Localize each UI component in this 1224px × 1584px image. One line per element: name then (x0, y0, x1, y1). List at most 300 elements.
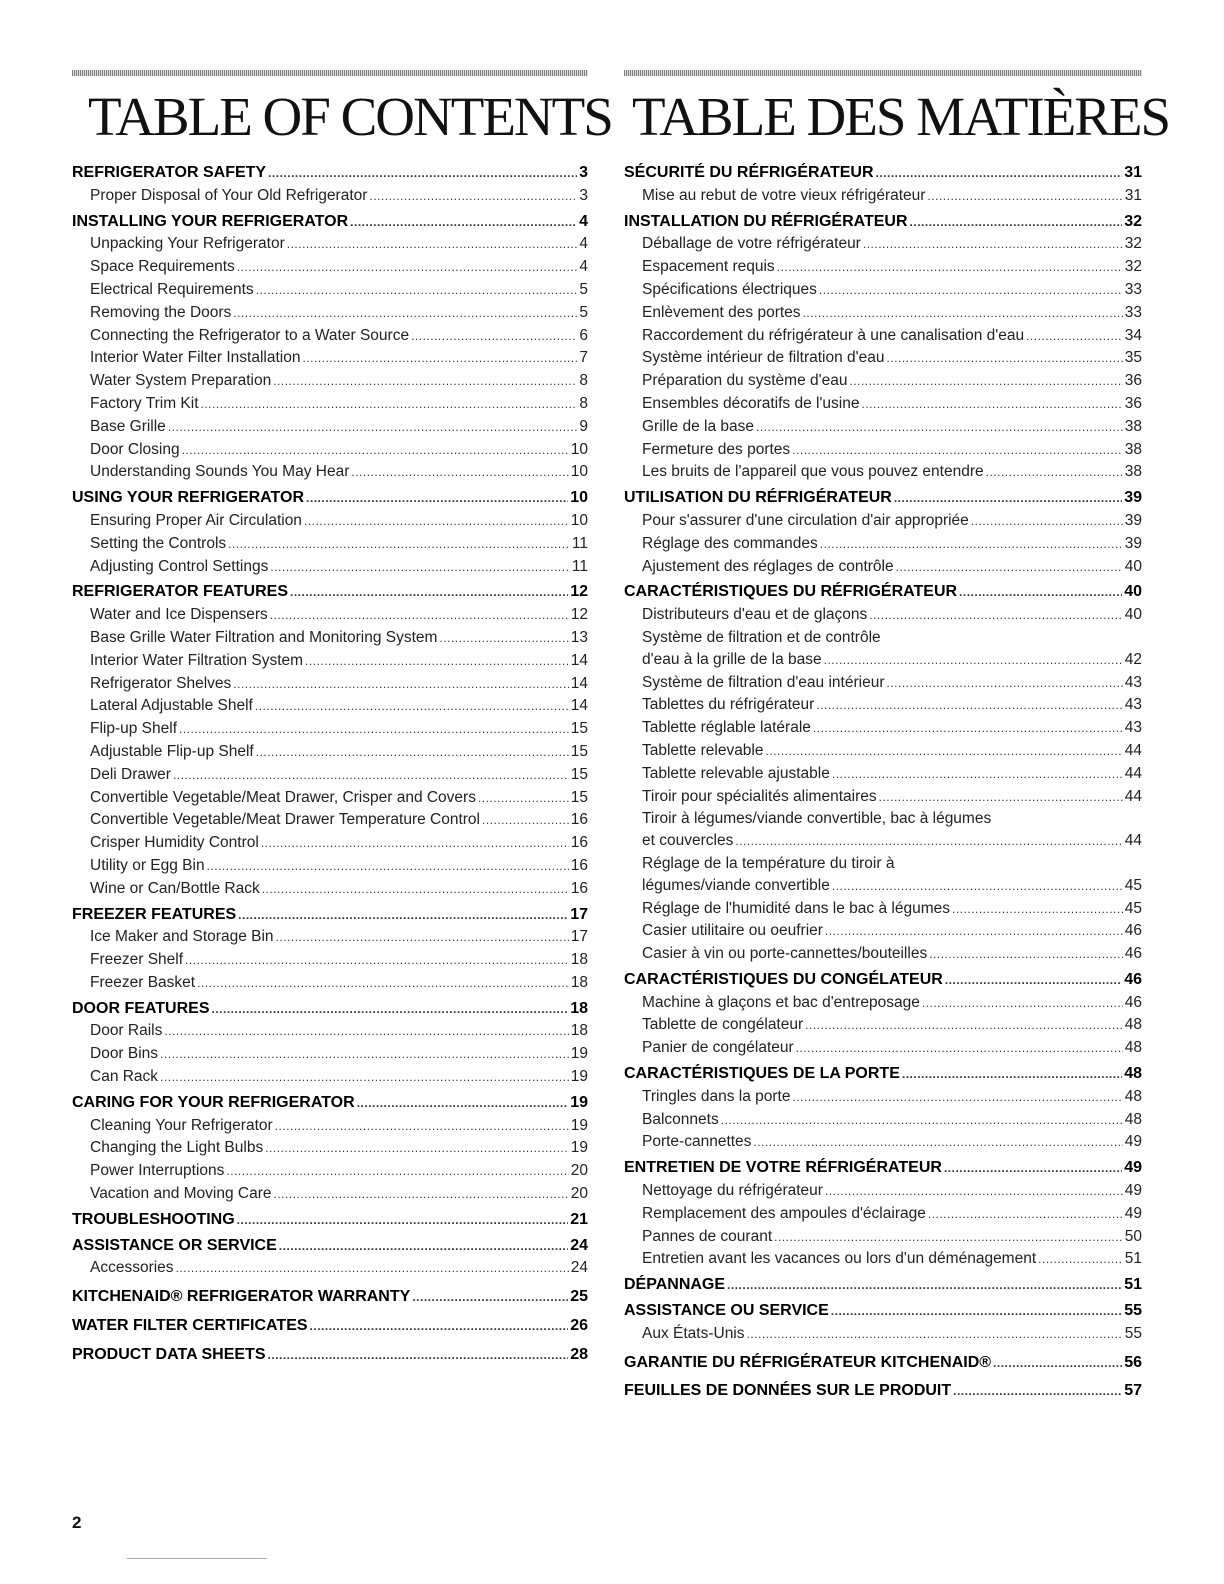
toc-page-number: 46 (1124, 945, 1142, 963)
toc-section-entry[interactable] (624, 1300, 1142, 1323)
toc-subsection-entry[interactable] (624, 393, 1142, 416)
toc-subsection-entry[interactable] (624, 185, 1142, 208)
toc-page-number: 10 (570, 440, 588, 458)
toc-subsection-entry[interactable] (624, 1131, 1142, 1154)
toc-entry-label: WATER FILTER CERTIFICATES (72, 1317, 308, 1335)
dot-leader (832, 876, 1123, 898)
toc-list-english (72, 162, 588, 1367)
dot-leader (160, 1067, 569, 1089)
toc-subsection-entry[interactable] (72, 370, 588, 393)
toc-entry-label: Panier de congélateur (642, 1039, 794, 1057)
dot-leader (886, 348, 1122, 370)
toc-subsection-entry[interactable] (624, 649, 1142, 672)
toc-section-entry[interactable] (72, 1344, 588, 1367)
toc-page-number: 14 (570, 697, 588, 715)
toc-subsection-entry[interactable] (624, 256, 1142, 279)
dot-leader (910, 212, 1123, 234)
toc-subsection-entry[interactable] (624, 1109, 1142, 1132)
toc-page-number: 48 (1124, 1016, 1142, 1034)
toc-subsection-entry[interactable] (624, 898, 1142, 921)
dot-leader (803, 303, 1123, 325)
toc-page-number: 21 (570, 1210, 588, 1228)
toc-entry-label: PRODUCT DATA SHEETS (72, 1345, 266, 1363)
toc-page-number: 5 (579, 280, 588, 298)
toc-page-number: 40 (1124, 583, 1142, 601)
dot-leader (168, 417, 578, 439)
toc-subsection-entry[interactable] (72, 809, 588, 832)
english-toc-column (72, 70, 612, 1367)
toc-entry-label: et couvercles (642, 832, 734, 850)
toc-section-entry[interactable] (72, 1286, 588, 1309)
toc-entry-label: Enlèvement des portes (642, 303, 801, 321)
dot-leader (886, 673, 1122, 695)
toc-subsection-entry[interactable] (624, 370, 1142, 393)
toc-subsection-entry[interactable] (624, 439, 1142, 462)
toc-entry-label: REFRIGERATOR FEATURES (72, 583, 289, 601)
toc-entry-label: Electrical Requirements (90, 280, 254, 298)
toc-subsection-entry[interactable] (624, 1014, 1142, 1037)
toc-entry-label: Spécifications électriques (642, 280, 817, 298)
dot-leader (792, 1087, 1122, 1109)
toc-subsection-entry[interactable] (624, 694, 1142, 717)
toc-page-number: 33 (1124, 280, 1142, 298)
toc-entry-label: Power Interruptions (90, 1162, 225, 1180)
toc-page-number: 40 (1124, 557, 1142, 575)
dot-leader (774, 1227, 1123, 1249)
dot-leader (305, 651, 569, 673)
toc-entry-label: Factory Trim Kit (90, 394, 199, 412)
toc-page-number: 46 (1124, 922, 1142, 940)
dot-leader (896, 557, 1123, 579)
toc-entry-label: UTILISATION DU RÉFRIGÉRATEUR (624, 489, 892, 507)
toc-page-number: 3 (579, 186, 588, 204)
dot-leader (735, 831, 1122, 853)
toc-page-number: 49 (1124, 1182, 1142, 1200)
top-rule (624, 70, 1142, 76)
toc-entry-label: KITCHENAID® REFRIGERATOR WARRANTY (72, 1288, 411, 1306)
toc-page-number: 43 (1124, 719, 1142, 737)
toc-entry-label: Mise au rebut de votre vieux réfrigérateur (642, 186, 926, 204)
toc-entry-label: Refrigerator Shelves (90, 674, 232, 692)
toc-page-number: 16 (570, 879, 588, 897)
dot-leader (357, 1093, 569, 1115)
dot-leader (270, 605, 569, 627)
toc-subsection-entry[interactable] (72, 393, 588, 416)
toc-section-entry[interactable] (72, 998, 588, 1021)
toc-subsection-entry[interactable] (72, 695, 588, 718)
toc-subsection-entry[interactable] (624, 233, 1142, 256)
toc-page-number: 10 (570, 489, 588, 507)
toc-subsection-entry[interactable] (624, 740, 1142, 763)
dot-leader (275, 1116, 569, 1138)
dot-leader (869, 605, 1122, 627)
dot-leader (173, 765, 569, 787)
toc-entry-label: Entretien avant les vacances ou lors d'un déménagement (642, 1250, 1037, 1268)
toc-section-entry[interactable] (624, 1157, 1142, 1180)
toc-page-number: 28 (570, 1345, 588, 1363)
toc-entry-label: GARANTIE DU RÉFRIGÉRATEUR KITCHENAID® (624, 1353, 992, 1371)
dot-leader (1038, 1249, 1123, 1271)
dot-leader (238, 905, 568, 927)
toc-entry-label: Les bruits de l'appareil que vous pouvez entendre (642, 463, 984, 481)
dot-leader (273, 371, 577, 393)
toc-subsection-entry[interactable] (72, 787, 588, 810)
toc-section-entry[interactable] (624, 487, 1142, 510)
toc-entry-label: Interior Water Filtration System (90, 651, 304, 669)
toc-subsection-entry[interactable] (72, 302, 588, 325)
toc-page-number: 39 (1124, 511, 1142, 529)
toc-subsection-entry[interactable] (72, 185, 588, 208)
toc-entry-label: Réglage de l'humidité dans le bac à légumes (642, 899, 950, 917)
toc-subsection-entry[interactable] (72, 1066, 588, 1089)
toc-entry-label: Cleaning Your Refrigerator (90, 1116, 273, 1134)
toc-section-entry[interactable] (72, 1315, 588, 1338)
toc-page-number: 32 (1124, 212, 1142, 230)
toc-subsection-entry[interactable] (72, 533, 588, 556)
toc-page-number: 16 (570, 811, 588, 829)
toc-page-number: 26 (570, 1317, 588, 1335)
toc-subsection-entry[interactable] (72, 949, 588, 972)
toc-page-number: 48 (1124, 1110, 1142, 1128)
toc-page-number: 24 (570, 1236, 588, 1254)
toc-subsection-entry[interactable] (72, 347, 588, 370)
toc-subsection-entry[interactable] (624, 510, 1142, 533)
dot-leader (953, 1381, 1122, 1403)
toc-entry-label: Réglage de la température du tiroir à (642, 854, 895, 872)
toc-page-number: 8 (579, 394, 588, 412)
toc-page-number: 44 (1124, 764, 1142, 782)
toc-page-number: 7 (579, 349, 588, 367)
toc-subsection-entry[interactable] (624, 604, 1142, 627)
toc-entry-label: FEUILLES DE DONNÉES SUR LE PRODUIT (624, 1382, 952, 1400)
toc-page-number: 10 (570, 511, 588, 529)
dot-leader (176, 1258, 569, 1280)
toc-subsection-entry[interactable] (72, 510, 588, 533)
toc-entry-label: Porte-cannettes (642, 1133, 752, 1151)
toc-page-number: 57 (1124, 1382, 1142, 1400)
toc-page-number: 9 (579, 417, 588, 435)
dot-leader (766, 741, 1123, 763)
toc-page-number: 49 (1124, 1159, 1142, 1177)
toc-page-number: 19 (570, 1139, 588, 1157)
toc-subsection-entry[interactable] (72, 461, 588, 484)
toc-subsection-entry[interactable] (72, 1020, 588, 1043)
toc-section-entry[interactable] (624, 969, 1142, 992)
toc-page-number: 45 (1124, 899, 1142, 917)
toc-entry-label: ENTRETIEN DE VOTRE RÉFRIGÉRATEUR (624, 1159, 942, 1177)
toc-subsection-entry[interactable] (72, 926, 588, 949)
toc-section-entry[interactable] (72, 1235, 588, 1258)
toc-page-number: 16 (570, 834, 588, 852)
toc-subsection-entry[interactable] (624, 556, 1142, 579)
toc-entry-label: Tiroir pour spécialités alimentaires (642, 787, 877, 805)
dot-leader (805, 1015, 1123, 1037)
toc-page-number: 44 (1124, 741, 1142, 759)
toc-entry-label: Adjusting Control Settings (90, 557, 269, 575)
toc-page-number: 34 (1124, 326, 1142, 344)
toc-entry-label: Préparation du système d'eau (642, 372, 848, 390)
toc-entry-label: Balconnets (642, 1110, 719, 1128)
toc-page-number: 12 (570, 606, 588, 624)
toc-section-entry[interactable] (624, 211, 1142, 234)
toc-page-number: 12 (570, 583, 588, 601)
toc-subsection-entry[interactable] (624, 302, 1142, 325)
toc-subsection-entry[interactable] (624, 672, 1142, 695)
dot-leader (894, 488, 1122, 510)
toc-subsection-entry[interactable] (72, 741, 588, 764)
dot-leader (825, 921, 1123, 943)
toc-section-entry[interactable] (624, 1352, 1142, 1375)
toc-entry-label: Tiroir à légumes/viande convertible, bac à légumes (642, 810, 992, 828)
toc-page-number: 25 (570, 1288, 588, 1306)
dot-leader (849, 371, 1122, 393)
dot-leader (928, 1204, 1123, 1226)
dot-leader (1026, 326, 1123, 348)
dot-leader (756, 417, 1123, 439)
toc-entry-label: Setting the Controls (90, 534, 227, 552)
toc-subsection-entry[interactable] (72, 832, 588, 855)
toc-page-number: 10 (570, 463, 588, 481)
dot-leader (265, 1138, 569, 1160)
toc-page-number: 4 (579, 212, 588, 230)
toc-subsection-entry[interactable] (624, 347, 1142, 370)
toc-subsection-entry[interactable] (72, 878, 588, 901)
dot-leader (207, 856, 569, 878)
toc-entry-label: Door Bins (90, 1045, 159, 1063)
dot-leader (228, 534, 570, 556)
toc-subsection-entry[interactable] (72, 233, 588, 256)
toc-section-entry[interactable] (624, 162, 1142, 185)
toc-subsection-entry[interactable] (72, 604, 588, 627)
toc-entry-label: Vacation and Moving Care (90, 1185, 272, 1203)
toc-page-number: 55 (1124, 1324, 1142, 1342)
toc-entry-label: CARACTÉRISTIQUES DU CONGÉLATEUR (624, 970, 943, 988)
toc-entry-label: Convertible Vegetable/Meat Drawer Temperature Control (90, 811, 480, 829)
dot-leader (412, 1287, 568, 1309)
toc-entry-label: Ensuring Proper Air Circulation (90, 511, 302, 529)
toc-subsection-entry[interactable] (624, 279, 1142, 302)
toc-subsection-entry[interactable] (624, 920, 1142, 943)
toc-subsection-entry[interactable] (72, 1183, 588, 1206)
toc-entry-label: Système intérieur de filtration d'eau (642, 349, 885, 367)
toc-subsection-entry[interactable] (624, 416, 1142, 439)
toc-subsection-entry[interactable] (624, 853, 1142, 875)
toc-section-entry[interactable] (72, 1209, 588, 1232)
toc-page-number: 48 (1124, 1065, 1142, 1083)
toc-entry-label: légumes/viande convertible (642, 876, 830, 894)
toc-section-entry[interactable] (624, 1274, 1142, 1297)
toc-subsection-entry[interactable] (624, 717, 1142, 740)
toc-page-number: 5 (579, 303, 588, 321)
toc-subsection-entry[interactable] (624, 461, 1142, 484)
toc-subsection-entry[interactable] (624, 1180, 1142, 1203)
toc-subsection-entry[interactable] (624, 533, 1142, 556)
toc-subsection-entry[interactable] (72, 673, 588, 696)
toc-subsection-entry[interactable] (624, 943, 1142, 966)
toc-subsection-entry[interactable] (624, 627, 1142, 649)
toc-section-entry[interactable] (72, 487, 588, 510)
toc-entry-label: Door Closing (90, 440, 180, 458)
toc-subsection-entry[interactable] (624, 1203, 1142, 1226)
toc-section-entry[interactable] (624, 1063, 1142, 1086)
toc-subsection-entry[interactable] (624, 830, 1142, 853)
toc-subsection-entry[interactable] (624, 1226, 1142, 1249)
toc-subsection-entry[interactable] (72, 1043, 588, 1066)
toc-page-number: 51 (1124, 1250, 1142, 1268)
dot-leader (820, 534, 1123, 556)
toc-subsection-entry[interactable] (72, 1115, 588, 1138)
dot-leader (237, 1210, 569, 1232)
toc-page-number: 20 (570, 1185, 588, 1203)
toc-entry-label: Water System Preparation (90, 372, 272, 390)
dot-leader (478, 788, 569, 810)
toc-subsection-entry[interactable] (624, 992, 1142, 1015)
toc-page-number: 6 (579, 326, 588, 344)
toc-section-entry[interactable] (72, 211, 588, 234)
toc-entry-label: Changing the Light Bulbs (90, 1139, 264, 1157)
toc-entry-label: Convertible Vegetable/Meat Drawer, Crisper and Covers (90, 788, 476, 806)
dot-leader (753, 1132, 1122, 1154)
toc-entry-label: Système de filtration d'eau intérieur (642, 673, 885, 691)
toc-entry-label: TROUBLESHOOTING (72, 1210, 235, 1228)
toc-entry-label: d'eau à la grille de la base (642, 650, 822, 668)
toc-entry-label: Espacement requis (642, 258, 775, 276)
toc-entry-label: Aux États-Unis (642, 1324, 745, 1342)
toc-subsection-entry[interactable] (72, 627, 588, 650)
dot-leader (290, 582, 568, 604)
dot-leader (945, 970, 1122, 992)
toc-entry-label: Pannes de courant (642, 1227, 773, 1245)
dot-leader (727, 1275, 1122, 1297)
dot-leader (792, 440, 1123, 462)
dot-leader (270, 557, 570, 579)
toc-page-number: 45 (1124, 876, 1142, 894)
toc-subsection-entry[interactable] (72, 855, 588, 878)
toc-subsection-entry[interactable] (72, 279, 588, 302)
toc-subsection-entry[interactable] (624, 1086, 1142, 1109)
toc-entry-label: Crisper Humidity Control (90, 834, 259, 852)
toc-page-number: 39 (1124, 489, 1142, 507)
toc-entry-label: Ice Maker and Storage Bin (90, 928, 274, 946)
toc-entry-label: Tablette réglable latérale (642, 719, 811, 737)
toc-section-entry[interactable] (624, 581, 1142, 604)
dot-leader (164, 1021, 568, 1043)
toc-entry-label: Utility or Egg Bin (90, 856, 205, 874)
dot-leader (927, 186, 1122, 208)
toc-page-number: 18 (570, 999, 588, 1017)
toc-entry-label: Flip-up Shelf (90, 720, 178, 738)
toc-entry-label: Freezer Basket (90, 973, 196, 991)
toc-page-number: 19 (570, 1068, 588, 1086)
toc-subsection-entry[interactable] (624, 763, 1142, 786)
toc-page-number: 49 (1124, 1133, 1142, 1151)
toc-subsection-entry[interactable] (72, 718, 588, 741)
dot-leader (302, 348, 577, 370)
toc-entry-label: Ensembles décoratifs de l'usine (642, 394, 860, 412)
toc-page-number: 44 (1124, 787, 1142, 805)
toc-entry-label: Tringles dans la porte (642, 1087, 791, 1105)
toc-entry-label: Machine à glaçons et bac d'entreposage (642, 993, 920, 1011)
toc-page-number: 33 (1124, 303, 1142, 321)
toc-page-number: 17 (570, 905, 588, 923)
toc-subsection-entry[interactable] (72, 556, 588, 579)
dot-leader (439, 628, 568, 650)
toc-subsection-entry[interactable] (72, 325, 588, 348)
dot-leader (971, 511, 1123, 533)
toc-entry-label: Fermeture des portes (642, 440, 791, 458)
toc-subsection-entry[interactable] (624, 1037, 1142, 1060)
toc-page-number: 31 (1124, 164, 1142, 181)
toc-entry-label: INSTALLATION DU RÉFRIGÉRATEUR (624, 212, 908, 230)
dot-leader (262, 879, 569, 901)
toc-section-entry[interactable] (72, 162, 588, 185)
dot-leader (922, 993, 1123, 1015)
toc-page-number: 40 (1124, 606, 1142, 624)
dot-leader (306, 488, 568, 510)
toc-entry-label: Pour s'assurer d'une circulation d'air appropriée (642, 511, 969, 529)
toc-subsection-entry[interactable] (72, 416, 588, 439)
toc-section-entry[interactable] (624, 1380, 1142, 1403)
toc-entry-label: CARACTÉRISTIQUES DU RÉFRIGÉRATEUR (624, 583, 958, 601)
toc-subsection-entry[interactable] (72, 1160, 588, 1183)
toc-entry-label: Tablette relevable (642, 741, 764, 759)
toc-subsection-entry[interactable] (72, 650, 588, 673)
toc-entry-label: USING YOUR REFRIGERATOR (72, 489, 305, 507)
dot-leader (411, 326, 577, 348)
toc-subsection-entry[interactable] (624, 1323, 1142, 1346)
toc-page-number: 15 (570, 788, 588, 806)
toc-entry-label: Déballage de votre réfrigérateur (642, 235, 861, 253)
toc-page-number: 43 (1124, 673, 1142, 691)
toc-page-number: 4 (579, 235, 588, 253)
toc-subsection-entry[interactable] (72, 1257, 588, 1280)
toc-subsection-entry[interactable] (624, 808, 1142, 830)
toc-entry-label: Water and Ice Dispensers (90, 606, 268, 624)
toc-page-number: 15 (570, 765, 588, 783)
toc-page-number: 24 (570, 1259, 588, 1277)
toc-subsection-entry[interactable] (72, 972, 588, 995)
toc-subsection-entry[interactable] (72, 1137, 588, 1160)
page-title-french: TABLE DES MATIÈRES (632, 86, 1170, 147)
toc-subsection-entry[interactable] (624, 875, 1142, 898)
toc-subsection-entry[interactable] (72, 439, 588, 462)
toc-entry-label: Removing the Doors (90, 303, 232, 321)
toc-page-number: 43 (1124, 696, 1142, 714)
toc-page-number: 50 (1124, 1227, 1142, 1245)
dot-leader (276, 927, 569, 949)
toc-page-number: 4 (579, 258, 588, 276)
toc-subsection-entry[interactable] (624, 325, 1142, 348)
toc-entry-label: Tablette de congélateur (642, 1016, 804, 1034)
dot-leader (274, 1184, 569, 1206)
toc-section-entry[interactable] (72, 581, 588, 604)
toc-subsection-entry[interactable] (72, 764, 588, 787)
page-number: 2 (72, 1513, 82, 1532)
dot-leader (267, 1345, 568, 1367)
toc-entry-label: Lateral Adjustable Shelf (90, 697, 253, 715)
dot-leader (879, 787, 1123, 809)
toc-entry-label: Base Grille Water Filtration and Monitoring System (90, 628, 438, 646)
dot-leader (160, 1044, 569, 1066)
toc-section-entry[interactable] (72, 904, 588, 927)
toc-entry-label: Adjustable Flip-up Shelf (90, 742, 254, 760)
toc-entry-label: INSTALLING YOUR REFRIGERATOR (72, 212, 349, 230)
toc-subsection-entry[interactable] (72, 256, 588, 279)
toc-page-number: 8 (579, 372, 588, 390)
toc-section-entry[interactable] (72, 1092, 588, 1115)
toc-subsection-entry[interactable] (624, 1248, 1142, 1271)
toc-subsection-entry[interactable] (624, 786, 1142, 809)
